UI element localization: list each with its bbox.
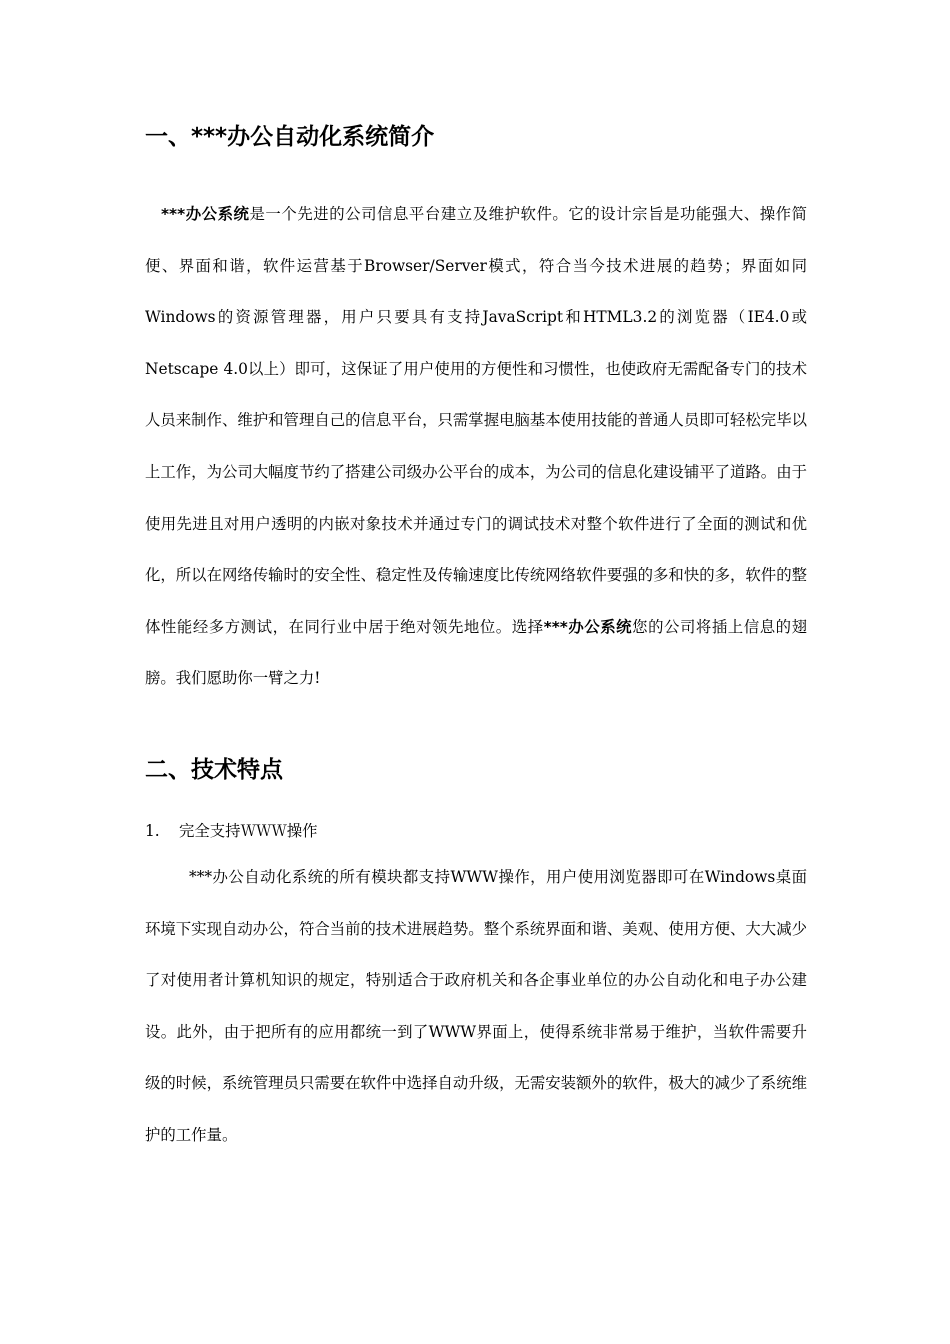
intro-text-part-a: 是一个先进的公司信息平台建立及维护软件。它的设计宗旨是功能强大、操作简便、界面和谐，软件运营基于Browser/Server模式，符合当今技术进展的趋势；界面如同Windows的资源管理器，用户只要具有支持JavaScript和HTML3.2的浏览器（IE4.0或Netscape 4.0以上）即可，这保证了用户使用的方便性和习惯性，也使政府无需配备专门的技术人员来制作、维护和管理自己的信息平台，只需掌握电脑基本使用技能的普通人员即可轻松完毕以上工作，为公司大幅度节约了搭建公司级办公平台的成本，为公司的信息化建设铺平了道路。由于使用先进且对用户透明的内嵌对象技术并通过专门的调试技术对整个软件进行了全面的测试和优化，所以在网络传输时的安全性、稳定性及传输速度比传统网络软件要强的多和快的多，软件的整体性能经多方测试，在同行业中居于绝对领先地位。选择 (145, 205, 807, 636)
feature-list-item (145, 819, 318, 843)
list-item-number: 1. (145, 822, 160, 840)
section-heading-intro: 一、***办公自动化系统简介 (145, 124, 435, 150)
product-name-bold-inline: ***办公系统 (543, 617, 633, 636)
intro-text-part-b: 您的公司将插上信息的翅膀。我们愿助你一臂之力! (145, 617, 807, 688)
feature-paragraph: ***办公自动化系统的所有模块都支持WWW操作，用户使用浏览器即可在Windows桌面环境下实现自动办公，符合当前的技术进展趋势。整个系统界面和谐、美观、使用方便、大大减少了对使用者计算机知识的规定，特别适合于政府机关和各企事业单位的办公自动化和电子办公建设。此外，由于把所有的应用都统一到了WWW界面上，使得系统非常易于维护，当软件需要升级的时候，系统管理员只需要在软件中选择自动升级，无需安装额外的软件，极大的减少了系统维护的工作量。 (145, 868, 807, 1144)
product-name-bold: ***办公系统 (161, 205, 250, 223)
intro-paragraph (145, 189, 807, 705)
section-heading-features: 二、技术特点 (145, 757, 283, 783)
list-item-label: 完全支持ＷＷＷ操作 (179, 822, 318, 840)
